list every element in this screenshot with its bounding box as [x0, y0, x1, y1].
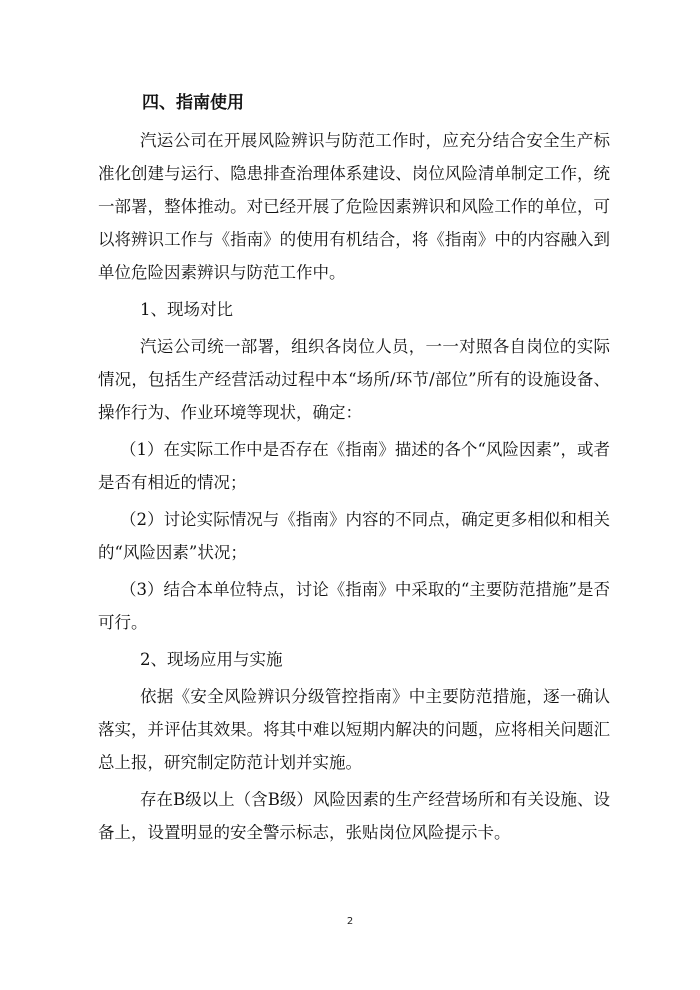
paragraph-application: 依据《安全风险辨识分级管控指南》中主要防范措施，逐一确认落实，并评估其效果。将其中难以短期内解决的问题，应将相关问题汇总上报，研究制定防范计划并实施。 [98, 687, 610, 772]
list-item-2: （2）讨论实际情况与《指南》内容的不同点，确定更多相似和相关的“风险因素”状况； [98, 510, 610, 562]
paragraph-intro: 汽运公司在开展风险辨识与防范工作时，应充分结合安全生产标准化创建与运行、隐患排查治理体系建设、岗位风险清单制定工作，统一部署，整体推动。对已经开展了危险因素辨识和风险工作的单位，可以将辨识工作与《指南》的使用有机结合，将《指南》中的内容融入到单位危险因素辨识与防范工作中。 [98, 131, 610, 282]
list-item-1: （1）在实际工作中是否存在《指南》描述的各个“风险因素”，或者是否有相近的情况； [98, 440, 610, 492]
paragraph-site-comparison: 汽运公司统一部署，组织各岗位人员，一一对照各自岗位的实际情况，包括生产经营活动过程中本“场所/环节/部位”所有的设施设备、操作行为、作业环境等现状，确定： [98, 337, 610, 422]
paragraph-warning-signs: 存在B级以上（含B级）风险因素的生产经营场所和有关设施、设备上，设置明显的安全警示标志，张贴岗位风险提示卡。 [98, 790, 610, 842]
list-item-3: （3）结合本单位特点，讨论《指南》中采取的“主要防范措施”是否可行。 [98, 580, 610, 632]
section-heading: 四、指南使用 [142, 93, 244, 113]
subsection-heading-site-comparison: 1、现场对比 [140, 300, 233, 319]
document-body [98, 87, 610, 853]
subsection-heading-application: 2、现场应用与实施 [140, 650, 283, 669]
page-number: 2 [346, 916, 354, 927]
